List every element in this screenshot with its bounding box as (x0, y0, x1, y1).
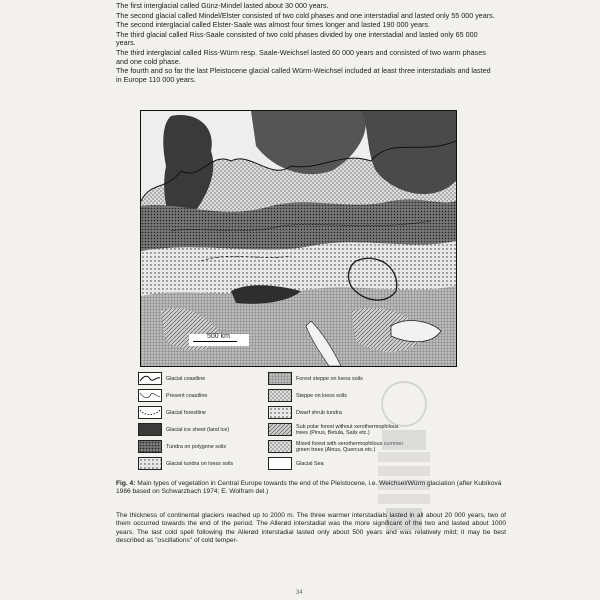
legend-swatch-subpolar (268, 423, 292, 436)
legend-item: Steppe on loess soils (268, 389, 406, 402)
legend-swatch-sea (268, 457, 292, 470)
scale-line (193, 341, 237, 342)
legend-swatch-tundra-loess (138, 457, 162, 470)
legend-item: Glacial Sea (268, 457, 406, 470)
legend-item: Sub polar forest without xerothermophilous trees (Pinus, Betula, Salix etc.) (268, 423, 406, 436)
map-scale-bar (189, 334, 249, 346)
legend-item: Mixed forest with xerothermophilous summer green trees (Alnus, Quercus etc.) (268, 440, 406, 453)
legend-item: Tundra on polygone soils (138, 440, 276, 453)
legend-swatch-present (138, 389, 162, 402)
legend-swatch-coast (138, 372, 162, 385)
intro-text (116, 2, 496, 85)
legend-item: Present coastline (138, 389, 276, 402)
intro-line-3: The second interglacial called Elster-Saale was almost four times longer and lasted 190 000 years. (116, 20, 431, 30)
legend-swatch-forest-steppe (268, 372, 292, 385)
intro-line-1: The first interglacial called Günz-Mindel lasted about 30 000 years. (116, 1, 329, 10)
legend-item: Glacial coastline (138, 372, 276, 385)
legend-swatch-ice (138, 423, 162, 436)
legend-item: Glacial tundra on loess soils (138, 457, 276, 470)
legend-swatch-forestline (138, 406, 162, 419)
legend-swatch-steppe (268, 389, 292, 402)
intro-line-2: The second glacial called Mindel/Elster consisted of two cold phases and one interstadial and lasted only 55 000 years. (116, 10, 495, 20)
legend-swatch-dwarf (268, 406, 292, 419)
intro-line-4: The third glacial called Riss-Saale consisted of two cold phases divided by one interstadial and lasted only 65 000 years. (116, 29, 478, 48)
body-paragraph: The thickness of continental glaciers reached up to 2000 m. The three warmer interstadials lasted in all about 20 000 years, two of them occurred towards the end of the period. The Allerød interstadial was the more significant of the two and lasted about 1000 years. The last cold spell following the Allerød interstadial lasted only about 500 years and was relatively mild; it may be best described as "oscillations" of cold temper- (116, 512, 506, 545)
legend-item: Glacial ice sheet (land ice) (138, 423, 276, 436)
legend-item: Glacial forestline (138, 406, 276, 419)
legend-swatch-tundra (138, 440, 162, 453)
intro-line-6: The fourth and so far the last Pleistocene glacial called Würm-Weichsel included at least three interstadials and lasted in Europe 110 000 years. (116, 66, 491, 84)
page-number: 34 (296, 590, 303, 596)
scale-label: 500 km (207, 333, 230, 340)
legend-item: Forest steppe on loess soils (268, 372, 406, 385)
map-graphic (141, 111, 456, 366)
intro-line-5: The third interglacial called Riss-Würm resp. Saale-Weichsel lasted 60 000 years and consisted of two warm phases and one cold phase. (116, 47, 486, 66)
figure-caption (116, 480, 506, 496)
vegetation-map (140, 110, 457, 367)
legend-swatch-mixed (268, 440, 292, 453)
figure-caption-text: Main types of vegetation in Central Europe towards the end of the Pleistocene, i.e. Weichsel/Würm glaciation (after Kubíková 1986 based on Schwarzbach 1974; E. Wolfram del.) (116, 480, 502, 496)
legend-item: Dwarf shrub tundra (268, 406, 406, 419)
figure-label: Fig. 4: (116, 480, 136, 487)
